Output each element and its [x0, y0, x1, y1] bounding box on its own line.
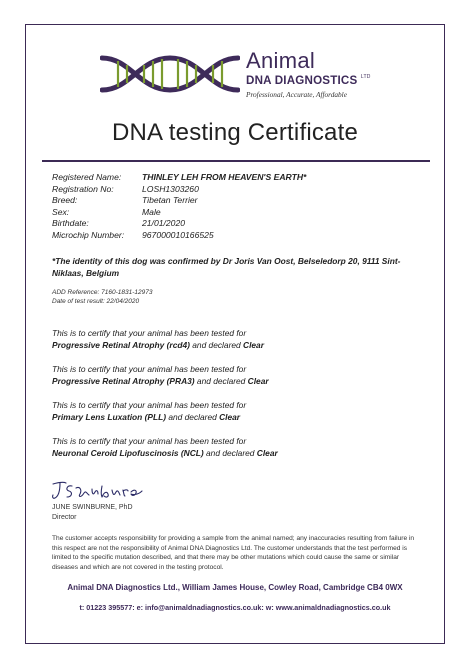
- detail-value: 967000010166525: [142, 229, 214, 240]
- footer-contact: t: 01223 395577: e: info@animaldnadiagnostics.co.uk: w: www.animaldnadiagnostics.co.uk: [79, 603, 391, 612]
- detail-label: Sex:: [52, 206, 70, 217]
- certification-connector: and declared: [206, 447, 255, 458]
- detail-row-breed: [52, 195, 306, 207]
- detail-value: LOSH1303260: [142, 183, 199, 194]
- certification-result: Clear: [219, 411, 241, 422]
- detail-label: Birthdate:: [52, 218, 89, 228]
- detail-row-microchip: [52, 230, 306, 242]
- certification-test: Progressive Retinal Atrophy (PRA3): [52, 375, 195, 386]
- detail-value: Male: [142, 206, 161, 217]
- handwritten-signature: [50, 478, 146, 502]
- footer-address: Animal DNA Diagnostics Ltd., William James House, Cowley Road, Cambridge CB4 0WX: [67, 583, 403, 592]
- certification-intro: This is to certify that your animal has been tested for: [52, 364, 247, 374]
- detail-label: Microchip Number:: [52, 229, 125, 240]
- detail-label: Registered Name:: [52, 172, 122, 182]
- certification-intro: This is to certify that your animal has been tested for: [52, 400, 247, 410]
- certificate-title: DNA testing Certificate: [111, 119, 359, 146]
- certification-connector: and declared: [168, 411, 217, 422]
- identity-statement: *The identity of this dog was confirmed by Dr Joris Van Oost, Belseledorp 20, 9111 Sint-Niklaas, Belgium: [52, 256, 401, 278]
- brand-name-animal: Animal: [246, 48, 316, 73]
- certification-pra3: [52, 364, 269, 387]
- certification-test: Primary Lens Luxation (PLL): [52, 411, 167, 422]
- detail-value: Tibetan Terrier: [142, 195, 198, 205]
- animal-details: [52, 172, 306, 241]
- certification-pll: [52, 400, 246, 423]
- signatory-name: JUNE SWINBURNE, PhD: [52, 504, 133, 511]
- certification-intro: This is to certify that your animal has been tested for: [52, 328, 247, 338]
- detail-row-sex: [52, 207, 306, 219]
- detail-label: Breed:: [52, 195, 78, 205]
- brand-logo: [100, 48, 380, 104]
- detail-row-birthdate: [52, 218, 306, 230]
- certification-ncl: [52, 436, 278, 459]
- certification-result: Clear: [243, 339, 264, 350]
- signatory-block: [52, 503, 133, 523]
- certification-intro: This is to certify that your animal has been tested for: [52, 436, 247, 446]
- signatory-role: Director: [52, 514, 77, 521]
- dna-helix-icon: [100, 48, 240, 98]
- brand-name-dna-diagnostics: [246, 74, 371, 87]
- reference-info: [52, 288, 152, 306]
- certification-test: Neuronal Ceroid Lipofuscinosis (NCL): [52, 447, 204, 458]
- certification-rcd4: [52, 328, 264, 351]
- detail-value: 21/01/2020: [142, 218, 186, 228]
- brand-tagline: Professional, Accurate, Affordable: [246, 90, 347, 99]
- detail-label: Registration No:: [52, 183, 114, 194]
- brand-trademark: LTD: [360, 74, 371, 80]
- detail-value: THINLEY LEH FROM HEAVEN'S EARTH*: [142, 172, 307, 182]
- certification-connector: and declared: [196, 375, 246, 386]
- add-reference: ADD Reference: 7160-1831-12973: [52, 289, 153, 296]
- certification-connector: and declared: [192, 339, 241, 350]
- certification-result: Clear: [247, 375, 269, 386]
- detail-row-registration-no: [52, 184, 306, 196]
- certification-result: Clear: [256, 447, 278, 458]
- disclaimer-text: The customer accepts responsibility for providing a sample from the animal named; any inaccuracies resulting from failure in this respect are not the responsibility of Animal DNA Diagnostics Ltd. The customer understands that the test performed is limited to the specific mutation described, and that there may be other mutations which could cause the same or similar diseases and which are not covered in the testing protocol.: [52, 535, 415, 571]
- brand-name-line2: DNA DIAGNOSTICS: [246, 74, 358, 87]
- certification-test: Progressive Retinal Atrophy (rcd4): [52, 339, 190, 350]
- test-result-date: Date of test result: 22/04/2020: [52, 298, 140, 305]
- detail-row-registered-name: [52, 172, 306, 184]
- title-divider: [42, 160, 430, 162]
